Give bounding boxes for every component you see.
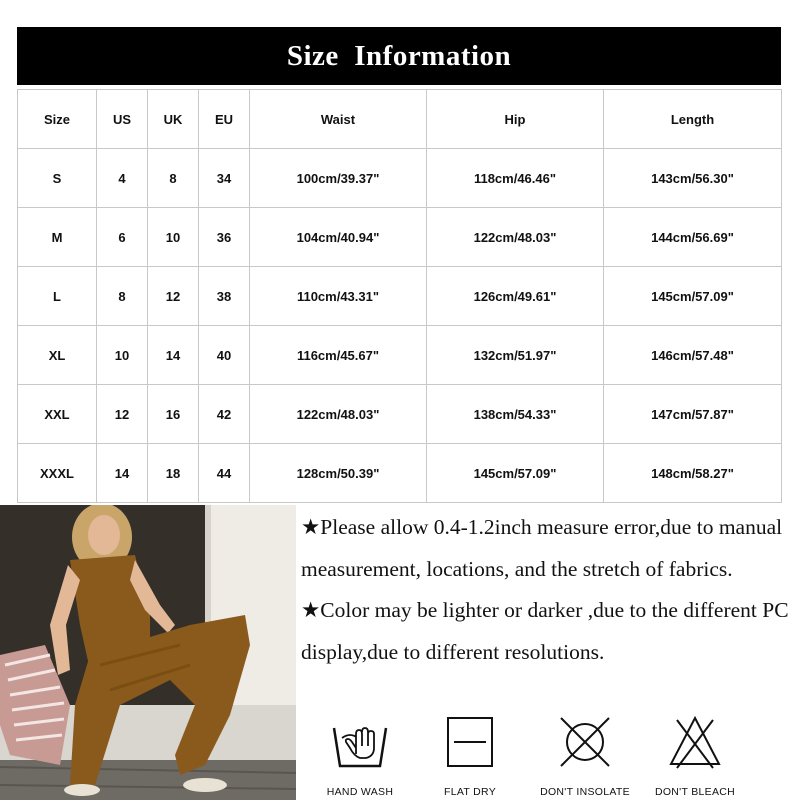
table-cell: 14 bbox=[97, 444, 148, 503]
table-cell: 12 bbox=[97, 385, 148, 444]
care-label: HAND WASH bbox=[326, 786, 394, 798]
table-row bbox=[18, 149, 782, 208]
model-photo-illustration bbox=[0, 505, 296, 800]
table-cell: 8 bbox=[148, 149, 199, 208]
care-item-flat-dry bbox=[425, 712, 515, 798]
table-cell: 126cm/49.61" bbox=[427, 267, 604, 326]
table-cell: 8 bbox=[97, 267, 148, 326]
care-item-dont-insolate bbox=[540, 712, 630, 798]
table-cell: 38 bbox=[199, 267, 250, 326]
table-cell: 18 bbox=[148, 444, 199, 503]
table-cell: 146cm/57.48" bbox=[604, 326, 782, 385]
table-row bbox=[18, 444, 782, 503]
table-cell: XXXL bbox=[18, 444, 97, 503]
table-header-row bbox=[18, 90, 782, 149]
care-label: DON'T INSOLATE bbox=[540, 786, 630, 798]
table-row bbox=[18, 385, 782, 444]
dont-bleach-icon bbox=[665, 712, 725, 772]
table-cell: 118cm/46.46" bbox=[427, 149, 604, 208]
notes-section bbox=[301, 507, 796, 673]
care-instructions bbox=[315, 712, 800, 800]
table-cell: 4 bbox=[97, 149, 148, 208]
table-cell: 145cm/57.09" bbox=[427, 444, 604, 503]
table-row bbox=[18, 326, 782, 385]
table-cell: 14 bbox=[148, 326, 199, 385]
care-label: DON'T BLEACH bbox=[654, 786, 736, 798]
column-header: US bbox=[97, 90, 148, 149]
table-cell: 110cm/43.31" bbox=[250, 267, 427, 326]
table-row bbox=[18, 267, 782, 326]
table-cell: 143cm/56.30" bbox=[604, 149, 782, 208]
product-photo bbox=[0, 505, 296, 800]
page-title: Size Information bbox=[286, 39, 512, 72]
table-cell: 10 bbox=[148, 208, 199, 267]
care-item-dont-bleach bbox=[650, 712, 740, 798]
measure-error-note: ★Please allow 0.4-1.2inch measure error,due to manual measurement, locations, and the stretch of fabrics. bbox=[301, 515, 783, 581]
table-cell: 34 bbox=[199, 149, 250, 208]
table-cell: 144cm/56.69" bbox=[604, 208, 782, 267]
table-cell: 36 bbox=[199, 208, 250, 267]
table-cell: 6 bbox=[97, 208, 148, 267]
size-table bbox=[17, 89, 782, 503]
table-cell: 100cm/39.37" bbox=[250, 149, 427, 208]
table-cell: 12 bbox=[148, 267, 199, 326]
table-cell: 122cm/48.03" bbox=[427, 208, 604, 267]
color-note: ★Color may be lighter or darker ,due to the different PC display,due to different resolutions. bbox=[301, 598, 789, 664]
care-label: FLAT DRY bbox=[444, 786, 496, 798]
table-cell: 16 bbox=[148, 385, 199, 444]
title-banner bbox=[17, 27, 781, 85]
table-cell: 40 bbox=[199, 326, 250, 385]
table-cell: 122cm/48.03" bbox=[250, 385, 427, 444]
table-cell: XXL bbox=[18, 385, 97, 444]
table-cell: 145cm/57.09" bbox=[604, 267, 782, 326]
column-header: EU bbox=[199, 90, 250, 149]
table-cell: 132cm/51.97" bbox=[427, 326, 604, 385]
table-row bbox=[18, 208, 782, 267]
dont-insolate-icon bbox=[555, 712, 615, 772]
column-header: Length bbox=[604, 90, 782, 149]
table-cell: M bbox=[18, 208, 97, 267]
table-cell: 44 bbox=[199, 444, 250, 503]
table-cell: XL bbox=[18, 326, 97, 385]
hand-wash-icon bbox=[330, 712, 390, 772]
table-cell: 10 bbox=[97, 326, 148, 385]
care-item-hand-wash bbox=[315, 712, 405, 798]
table-cell: 116cm/45.67" bbox=[250, 326, 427, 385]
table-cell: S bbox=[18, 149, 97, 208]
table-cell: 147cm/57.87" bbox=[604, 385, 782, 444]
flat-dry-icon bbox=[440, 712, 500, 772]
table-cell: 42 bbox=[199, 385, 250, 444]
column-header: Waist bbox=[250, 90, 427, 149]
table-cell: 104cm/40.94" bbox=[250, 208, 427, 267]
table-cell: 128cm/50.39" bbox=[250, 444, 427, 503]
table-cell: 138cm/54.33" bbox=[427, 385, 604, 444]
column-header: UK bbox=[148, 90, 199, 149]
column-header: Size bbox=[18, 90, 97, 149]
table-cell: L bbox=[18, 267, 97, 326]
column-header: Hip bbox=[427, 90, 604, 149]
table-cell: 148cm/58.27" bbox=[604, 444, 782, 503]
